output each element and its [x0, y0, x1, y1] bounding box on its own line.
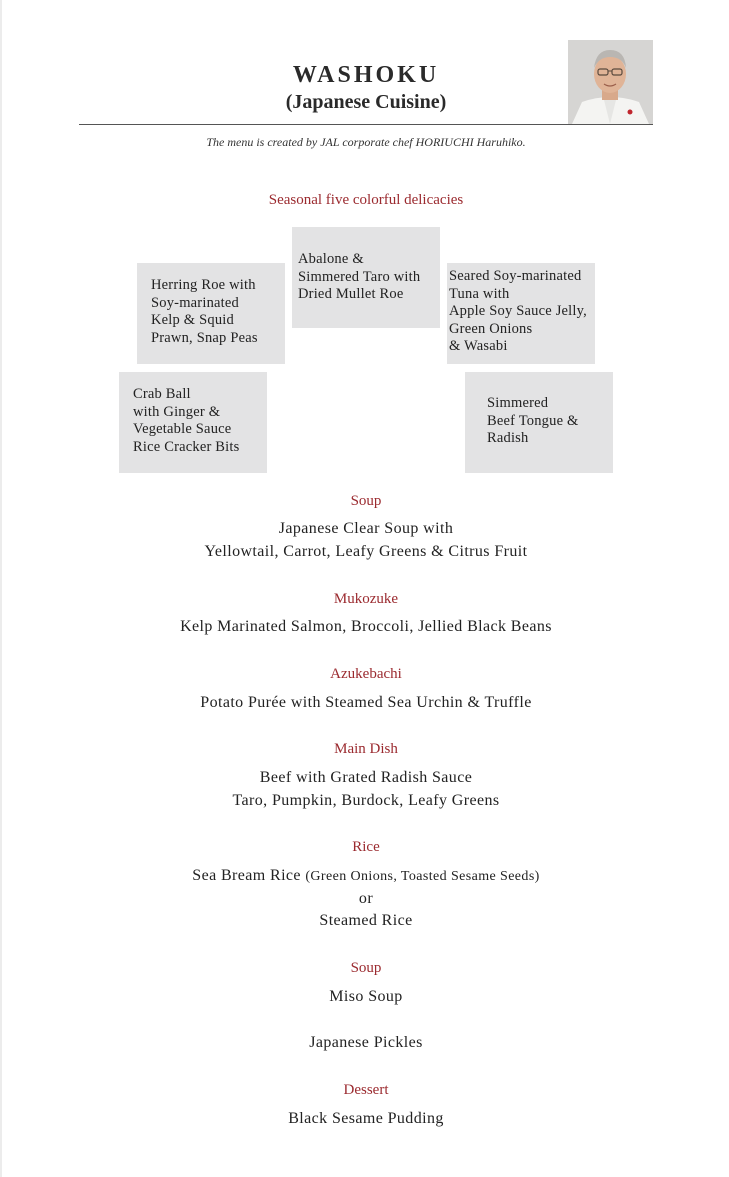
rice-note: (Green Onions, Toasted Sesame Seeds)	[305, 869, 540, 884]
course-item-or: or	[358, 890, 374, 907]
course-item: Black Sesame Pudding	[288, 1110, 444, 1127]
header-divider	[79, 124, 653, 125]
appetizer-item-text: Simmered Beef Tongue & Radish	[487, 395, 579, 446]
chef-photo	[568, 40, 653, 124]
appetizer-item-text: Crab Ball with Ginger & Vegetable Sauce Rice Cracker Bits	[133, 386, 240, 455]
course-item: Beef with Grated Radish Sauce	[259, 769, 473, 786]
course-heading-mukozuke: Mukozuke	[333, 591, 399, 607]
course-item: Taro, Pumpkin, Burdock, Leafy Greens	[232, 792, 500, 809]
rice-main: Sea Bream Rice	[192, 867, 301, 884]
chef-credit: The menu is created by JAL corporate chef HORIUCHI Haruhiko.	[206, 135, 526, 149]
course-item-pickles: Japanese Pickles	[309, 1034, 423, 1051]
course-heading-azukebachi: Azukebachi	[330, 666, 402, 682]
appetizer-item-tuna	[447, 263, 595, 364]
appetizer-item-crab-ball	[119, 372, 267, 473]
course-heading-soup-2: Soup	[350, 960, 382, 976]
course-item: Miso Soup	[329, 988, 403, 1005]
course-item: Potato Purée with Steamed Sea Urchin & Truffle	[200, 694, 532, 711]
appetizer-item-text: Seared Soy-marinated Tuna with Apple Soy Sauce Jelly, Green Onions & Wasabi	[449, 268, 587, 354]
course-item: Kelp Marinated Salmon, Broccoli, Jellied Black Beans	[180, 618, 552, 635]
course-item: Steamed Rice	[319, 912, 413, 929]
course-item: Yellowtail, Carrot, Leafy Greens & Citrus Fruit	[204, 543, 528, 560]
course-heading-main-dish: Main Dish	[334, 741, 398, 757]
course-item-rice	[0, 867, 729, 885]
course-heading-rice: Rice	[352, 839, 380, 855]
appetizer-item-beef-tongue	[465, 372, 613, 473]
appetizer-item-abalone	[292, 227, 440, 328]
course-item: Japanese Clear Soup with	[278, 520, 454, 537]
menu-subtitle: (Japanese Cuisine)	[285, 91, 447, 113]
course-heading-soup: Soup	[350, 493, 382, 509]
appetizer-item-herring-roe	[137, 263, 285, 364]
course-heading-dessert: Dessert	[343, 1082, 389, 1098]
appetizer-item-text: Herring Roe with Soy-marinated Kelp & Squid Prawn, Snap Peas	[151, 277, 258, 346]
appetizer-item-text: Abalone & Simmered Taro with Dried Mullet Roe	[298, 251, 421, 302]
appetizer-heading: Seasonal five colorful delicacies	[268, 192, 464, 208]
menu-title: WASHOKU	[292, 62, 440, 88]
